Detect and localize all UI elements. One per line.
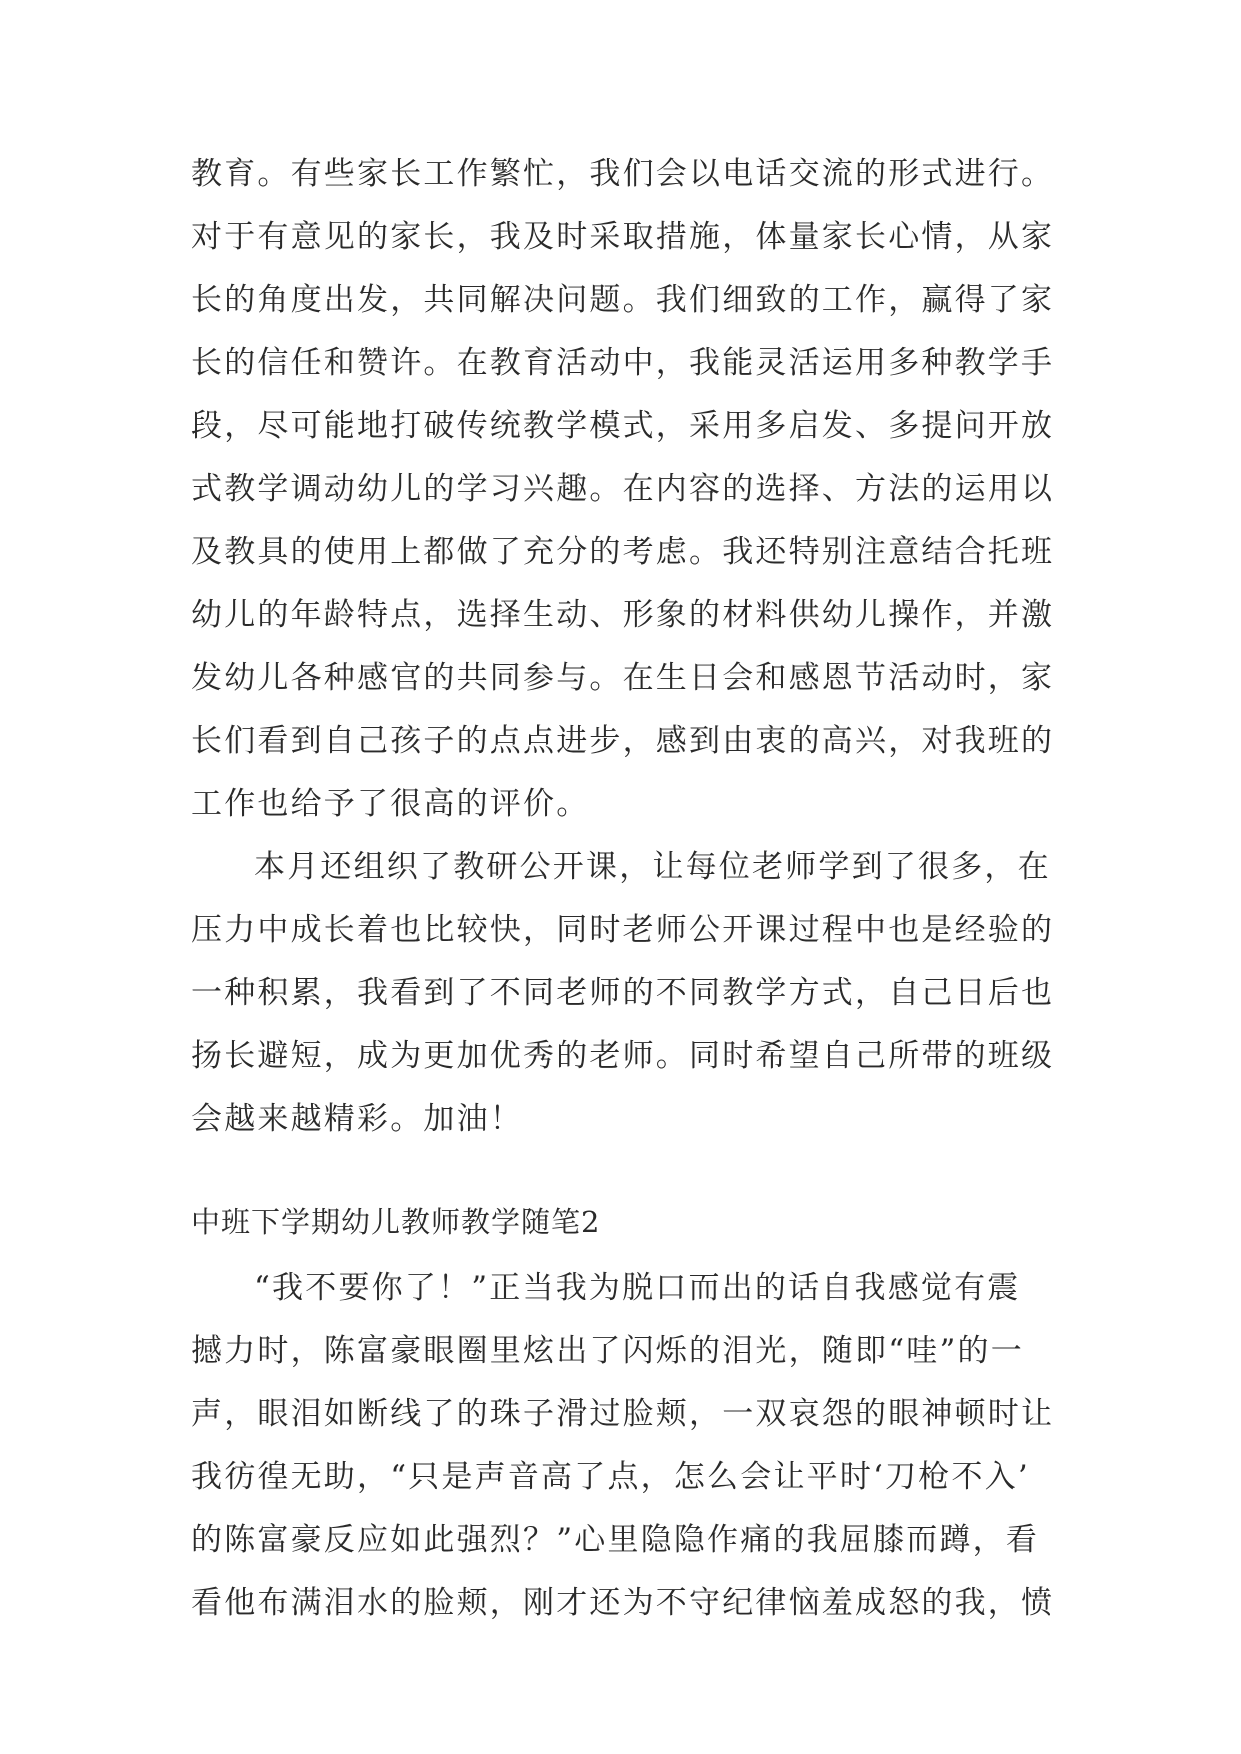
paragraph-1-line-1: 教育。有些家长工作繁忙，我们会以电话交流的形式进行。 (191, 156, 1055, 192)
paragraph-2-line-5: 会越来越精彩。加油！ (191, 1101, 523, 1137)
paragraph-1-line-4: 长的信任和赞许。在教育活动中，我能灵活运用多种教学手 (191, 345, 1055, 381)
paragraph-3-line-6: 看他布满泪水的脸颊，刚才还为不守纪律恼羞成怒的我，愤 (191, 1585, 1055, 1621)
paragraph-3-line-3: 声，眼泪如断线了的珠子滑过脸颊，一双哀怨的眼神顿时让 (191, 1396, 1055, 1432)
paragraph-3-line-2: 撼力时，陈富豪眼圈里炫出了闪烁的泪光，随即“哇”的一 (191, 1333, 1024, 1369)
paragraph-1-line-2: 对于有意见的家长，我及时采取措施，体量家长心情，从家 (191, 219, 1055, 255)
paragraph-1-line-9: 发幼儿各种感官的共同参与。在生日会和感恩节活动时，家 (191, 660, 1055, 696)
paragraph-1-line-6: 式教学调动幼儿的学习兴趣。在内容的选择、方法的运用以 (191, 471, 1055, 507)
paragraph-1-line-8: 幼儿的年龄特点，选择生动、形象的材料供幼儿操作，并激 (191, 597, 1055, 633)
paragraph-3-line-1: “我不要你了！”正当我为脱口而出的话自我感觉有震 (254, 1270, 1021, 1306)
paragraph-1-line-10: 长们看到自己孩子的点点进步，感到由衷的高兴，对我班的 (191, 723, 1055, 759)
paragraph-3-line-5: 的陈富豪反应如此强烈？”心里隐隐作痛的我屈膝而蹲，看 (191, 1522, 1040, 1558)
paragraph-1-line-3: 长的角度出发，共同解决问题。我们细致的工作，赢得了家 (191, 282, 1055, 318)
paragraph-2-line-3: 一种积累，我看到了不同老师的不同教学方式，自己日后也 (191, 975, 1055, 1011)
paragraph-2-line-4: 扬长避短，成为更加优秀的老师。同时希望自己所带的班级 (191, 1038, 1055, 1074)
paragraph-3-line-4: 我彷徨无助，“只是声音高了点，怎么会让平时‘刀枪不入’ (191, 1459, 1030, 1495)
paragraph-2-line-1: 本月还组织了教研公开课，让每位老师学到了很多，在 (254, 849, 1051, 885)
paragraph-1-line-7: 及教具的使用上都做了充分的考虑。我还特别注意结合托班 (191, 534, 1055, 570)
section-heading: 中班下学期幼儿教师教学随笔2 (191, 1205, 601, 1239)
paragraph-1-line-11: 工作也给予了很高的评价。 (191, 786, 590, 822)
paragraph-2-line-2: 压力中成长着也比较快，同时老师公开课过程中也是经验的 (191, 912, 1055, 948)
paragraph-1-line-5: 段，尽可能地打破传统教学模式，采用多启发、多提问开放 (191, 408, 1055, 444)
